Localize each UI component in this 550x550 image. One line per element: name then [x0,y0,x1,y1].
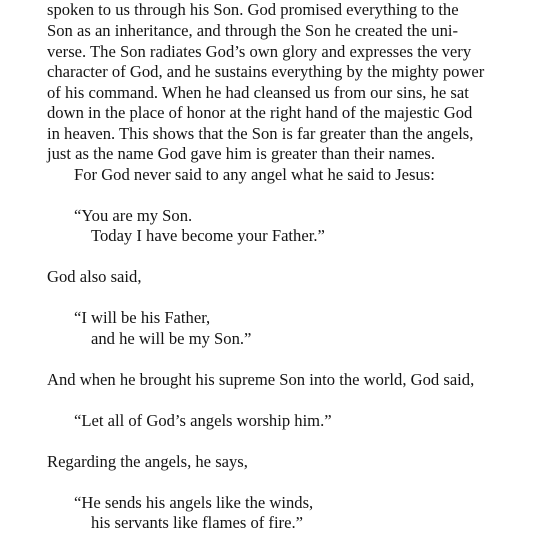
body-line: verse. The Son radiates God’s own glory and expresses the very [47,42,472,61]
quote-line: his servants like flames of fire.” [91,513,303,532]
quote-line: “He sends his angels like the winds, [74,493,314,512]
body-line: in heaven. This shows that the Son is far greater than the angels, [47,124,474,143]
quote-line: “You are my Son. [74,206,193,225]
body-line: For God never said to any angel what he said to Jesus: [74,165,435,184]
body-line: of his command. When he had cleansed us from our sins, he sat [47,83,469,102]
body-line: Son as an inheritance, and through the Son he created the uni- [47,21,459,40]
quote-line: Today I have become your Father.” [91,226,325,245]
body-line: And when he brought his supreme Son into the world, God said, [47,370,475,389]
body-line: character of God, and he sustains everything by the mighty power [47,62,485,81]
body-line: down in the place of honor at the right hand of the majestic God [47,103,473,122]
body-line: just as the name God gave him is greater than their names. [47,144,435,163]
body-line: spoken to us through his Son. God promised everything to the [47,0,459,19]
body-line: God also said, [47,267,142,286]
quote-line: “I will be his Father, [74,308,211,327]
body-line: Regarding the angels, he says, [47,452,248,471]
quote-line: and he will be my Son.” [91,329,252,348]
quote-line: “Let all of God’s angels worship him.” [74,411,332,430]
